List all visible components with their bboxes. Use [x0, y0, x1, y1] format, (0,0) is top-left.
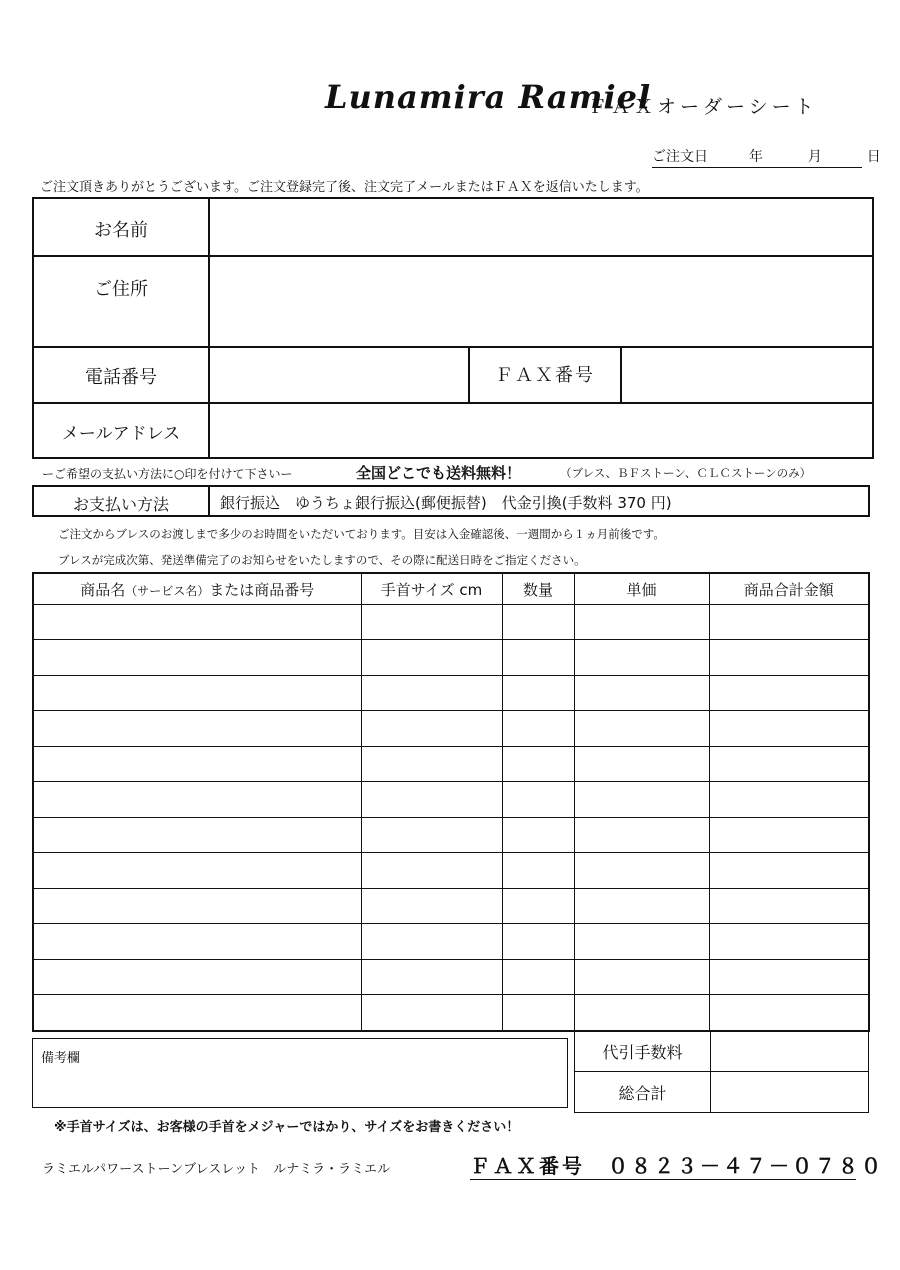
grand-total-field[interactable] [711, 1072, 869, 1113]
items-header-row [33, 573, 869, 605]
customer-info-box [32, 197, 874, 459]
product-cell[interactable] [33, 853, 361, 888]
payment-method-box [32, 485, 870, 517]
table-row [33, 924, 869, 959]
payment-options[interactable]: 銀行振込 ゆうちょ銀行振込(郵便振替) 代金引換(手数料 370 円) [220, 494, 672, 512]
phone-label: 電話番号 [85, 367, 157, 388]
product-cell[interactable] [33, 817, 361, 852]
wrist-size-header: 手首サイズ cm [361, 573, 502, 605]
address-label: ご住所 [94, 279, 148, 300]
payment-instruction: ーご希望の支払い方法に○印を付けて下さいー [42, 467, 293, 481]
product-cell[interactable] [33, 605, 361, 640]
wrist-size-cell[interactable] [361, 605, 502, 640]
delivery-time-note: ご注文からブレスのお渡しまで多少のお時間をいただいております。目安は入金確認後、一週間から１ヵ月前後です。 [58, 527, 665, 541]
table-row [33, 640, 869, 675]
order-date-line [652, 146, 881, 168]
table-row [33, 711, 869, 746]
subtotal-cell[interactable] [709, 640, 869, 675]
product-cell[interactable] [33, 675, 361, 710]
wrist-size-cell[interactable] [361, 640, 502, 675]
subtotal-cell[interactable] [709, 924, 869, 959]
product-cell[interactable] [33, 924, 361, 959]
phone-field[interactable] [210, 348, 468, 402]
subtotal-cell[interactable] [709, 782, 869, 817]
quantity-cell[interactable] [502, 711, 574, 746]
table-row [33, 817, 869, 852]
product-cell[interactable] [33, 711, 361, 746]
product-cell[interactable] [33, 782, 361, 817]
subtotal-cell[interactable] [709, 888, 869, 923]
order-date-label: ご注文日 [652, 149, 708, 165]
table-row [33, 782, 869, 817]
unit-price-cell[interactable] [574, 959, 709, 994]
unit-price-cell[interactable] [574, 675, 709, 710]
unit-price-cell[interactable] [574, 924, 709, 959]
payment-method-label: お支払い方法 [72, 495, 169, 514]
table-row [33, 853, 869, 888]
subtotal-cell[interactable] [709, 995, 869, 1031]
subtotal-cell[interactable] [709, 605, 869, 640]
address-field[interactable] [210, 257, 872, 346]
quantity-cell[interactable] [502, 640, 574, 675]
email-label: メールアドレス [61, 424, 181, 444]
unit-price-cell[interactable] [574, 640, 709, 675]
unit-price-cell[interactable] [574, 711, 709, 746]
totals-table [574, 1030, 869, 1113]
unit-price-cell[interactable] [574, 995, 709, 1031]
subtotal-cell[interactable] [709, 746, 869, 781]
day-label: 日 [866, 149, 881, 165]
shop-name: ラミエルパワーストーンブレスレット ルナミラ・ラミエル [42, 1162, 391, 1177]
wrist-size-cell[interactable] [361, 995, 502, 1031]
fax-field[interactable] [622, 348, 872, 402]
product-cell[interactable] [33, 959, 361, 994]
product-cell[interactable] [33, 746, 361, 781]
unit-price-cell[interactable] [574, 605, 709, 640]
wrist-size-cell[interactable] [361, 924, 502, 959]
unit-price-cell[interactable] [574, 782, 709, 817]
footer-fax-number: ＦＡＸ番号 ０８２３－４７－０７８０ [470, 1150, 856, 1180]
quantity-cell[interactable] [502, 782, 574, 817]
table-row [33, 746, 869, 781]
subtotal-cell[interactable] [709, 853, 869, 888]
shipping-free-text: 全国どこでも送料無料！ [356, 464, 522, 482]
product-cell[interactable] [33, 640, 361, 675]
wrist-size-cell[interactable] [361, 817, 502, 852]
quantity-cell[interactable] [502, 888, 574, 923]
unit-price-cell[interactable] [574, 888, 709, 923]
unit-price-cell[interactable] [574, 853, 709, 888]
quantity-cell[interactable] [502, 746, 574, 781]
intro-text: ご注文頂きありがとうございます。ご注文登録完了後、注文完了メールまたはＦＡＸを返信いたします。 [40, 180, 649, 195]
items-table [32, 572, 870, 1032]
quantity-cell[interactable] [502, 817, 574, 852]
table-row [33, 605, 869, 640]
remarks-box[interactable] [32, 1038, 568, 1108]
subtotal-cell[interactable] [709, 817, 869, 852]
cod-fee-field[interactable] [711, 1031, 869, 1072]
quantity-cell[interactable] [502, 995, 574, 1031]
subtotal-header: 商品合計金額 [709, 573, 869, 605]
table-row [33, 959, 869, 994]
cod-fee-label: 代引手数料 [575, 1031, 711, 1072]
wrist-size-cell[interactable] [361, 711, 502, 746]
name-label: お名前 [94, 220, 148, 241]
quantity-header: 数量 [502, 573, 574, 605]
quantity-cell[interactable] [502, 959, 574, 994]
product-cell[interactable] [33, 888, 361, 923]
wrist-size-note: ※手首サイズは、お客様の手首をメジャーではかり、サイズをお書きください！ [54, 1120, 520, 1135]
year-label: 年 [748, 149, 763, 165]
unit-price-cell[interactable] [574, 817, 709, 852]
fax-label: ＦＡＸ番号 [495, 365, 595, 386]
table-row [33, 675, 869, 710]
quantity-cell[interactable] [502, 605, 574, 640]
product-name-header: 商品名（サービス名）または商品番号 [33, 573, 361, 605]
wrist-size-cell[interactable] [361, 853, 502, 888]
wrist-size-cell[interactable] [361, 888, 502, 923]
table-row [33, 995, 869, 1031]
quantity-cell[interactable] [502, 675, 574, 710]
shipping-note: （ブレス、ＢＦストーン、ＣＬＣストーンのみ） [560, 466, 812, 480]
grand-total-label: 総合計 [575, 1072, 711, 1113]
month-label: 月 [807, 149, 822, 165]
wrist-size-cell[interactable] [361, 675, 502, 710]
product-cell[interactable] [33, 995, 361, 1031]
wrist-size-cell[interactable] [361, 782, 502, 817]
quantity-cell[interactable] [502, 924, 574, 959]
delivery-notice: ブレスが完成次第、発送準備完了のお知らせをいたしますので、その際に配送日時をご指定ください。 [58, 553, 586, 567]
unit-price-cell[interactable] [574, 746, 709, 781]
email-field[interactable] [210, 404, 872, 457]
brand-logo: Lunamira Ramiel [325, 78, 652, 116]
subtotal-cell[interactable] [709, 959, 869, 994]
subtotal-cell[interactable] [709, 675, 869, 710]
table-row [33, 888, 869, 923]
name-field[interactable] [210, 199, 872, 255]
sheet-title: ＦＡＸオーダーシート [588, 96, 818, 118]
subtotal-cell[interactable] [709, 711, 869, 746]
quantity-cell[interactable] [502, 853, 574, 888]
wrist-size-cell[interactable] [361, 959, 502, 994]
remarks-label: 備考欄 [41, 1051, 81, 1066]
unit-price-header: 単価 [574, 573, 709, 605]
wrist-size-cell[interactable] [361, 746, 502, 781]
